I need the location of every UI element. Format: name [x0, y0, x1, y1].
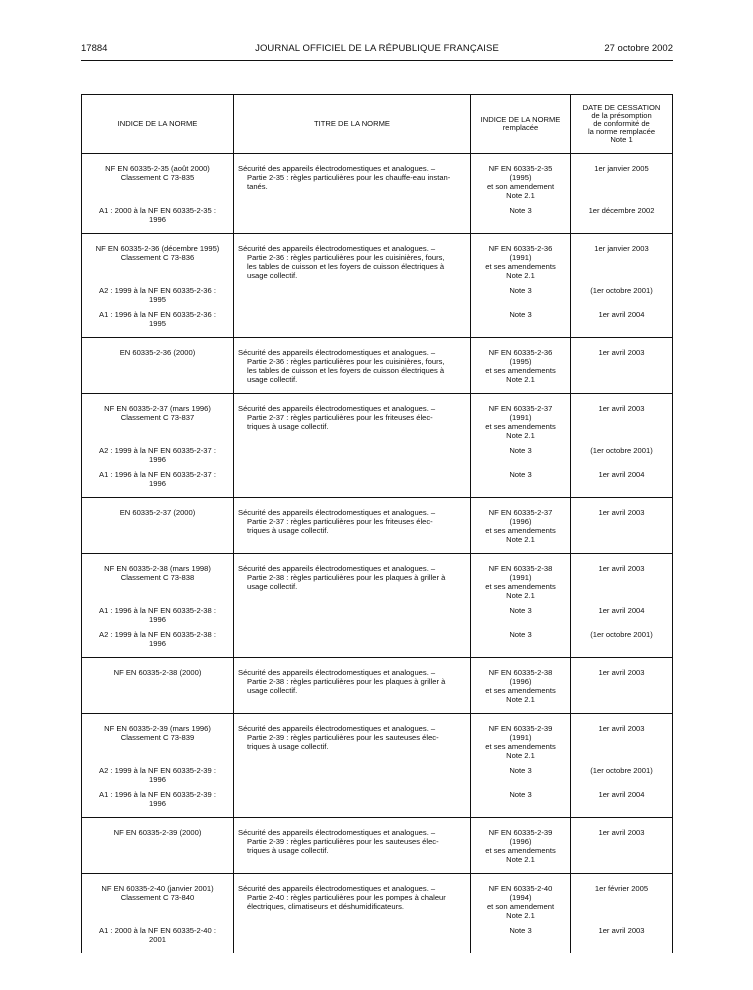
cell-date-cessation: 1er avril 2004 [571, 600, 673, 624]
publication-date: 27 octobre 2002 [604, 43, 673, 54]
cell-date-cessation: 1er avril 2003 [571, 920, 673, 953]
col-header-titre: TITRE DE LA NORME [234, 95, 471, 154]
cell-indice: A1 : 2000 à la NF EN 60335-2-35 : 1996 [82, 200, 234, 234]
col-header-cessation: DATE DE CESSATION de la présomption de conformité de la norme remplacée Note 1 [571, 95, 673, 154]
cell-indice: A1 : 2000 à la NF EN 60335-2-40 : 2001 [82, 920, 234, 953]
cell-indice: NF EN 60335-2-40 (janvier 2001) Classement C 73-840 [82, 874, 234, 921]
cell-remplacee: NF EN 60335-2-36 (1995) et ses amendements Note 2.1 [471, 338, 571, 394]
cell-titre: Sécurité des appareils électrodomestiques et analogues. – Partie 2-36 : règles particulières pour les cuisinières, fours, les tables de cuisson et les foyers de cuisson électriques à usage collectif. [234, 234, 471, 281]
cell-date-cessation: 1er janvier 2003 [571, 234, 673, 281]
cell-indice: NF EN 60335-2-39 (2000) [82, 818, 234, 874]
cell-titre [234, 200, 471, 234]
cell-indice: EN 60335-2-36 (2000) [82, 338, 234, 394]
cell-date-cessation: 1er avril 2003 [571, 394, 673, 441]
table-row [82, 658, 673, 714]
page-number: 17884 [81, 43, 108, 54]
col-header-indice: INDICE DE LA NORME [82, 95, 234, 154]
cell-indice: NF EN 60335-2-39 (mars 1996) Classement C 73-839 [82, 714, 234, 761]
cell-titre [234, 280, 471, 304]
cell-remplacee: Note 3 [471, 440, 571, 464]
cell-titre [234, 304, 471, 338]
table-row [82, 600, 673, 624]
cell-date-cessation: 1er avril 2003 [571, 338, 673, 394]
table-row [82, 154, 673, 201]
cell-indice: A2 : 1999 à la NF EN 60335-2-37 : 1996 [82, 440, 234, 464]
cell-remplacee: Note 3 [471, 600, 571, 624]
table-row [82, 440, 673, 464]
cell-indice: A2 : 1999 à la NF EN 60335-2-39 : 1996 [82, 760, 234, 784]
table-row [82, 554, 673, 601]
cell-date-cessation: 1er décembre 2002 [571, 200, 673, 234]
cell-date-cessation: 1er février 2005 [571, 874, 673, 921]
table-row [82, 304, 673, 338]
cell-date-cessation: 1er avril 2004 [571, 304, 673, 338]
cell-titre [234, 600, 471, 624]
page-header [81, 43, 673, 59]
cell-titre [234, 920, 471, 953]
table-row [82, 874, 673, 921]
cell-titre: Sécurité des appareils électrodomestiques et analogues. – Partie 2-39 : règles particulières pour les sauteuses élec- triques à usage collectif. [234, 714, 471, 761]
cell-date-cessation: (1er octobre 2001) [571, 624, 673, 658]
cell-remplacee: NF EN 60335-2-38 (1991) et ses amendements Note 2.1 [471, 554, 571, 601]
cell-remplacee: Note 3 [471, 304, 571, 338]
cell-indice: A1 : 1996 à la NF EN 60335-2-38 : 1996 [82, 600, 234, 624]
cell-titre [234, 624, 471, 658]
cell-date-cessation: (1er octobre 2001) [571, 280, 673, 304]
cell-titre: Sécurité des appareils électrodomestiques et analogues. – Partie 2-38 : règles particulières pour les plaques à griller à usage collectif. [234, 658, 471, 714]
cell-indice: NF EN 60335-2-38 (mars 1998) Classement C 73-838 [82, 554, 234, 601]
cell-titre: Sécurité des appareils électrodomestiques et analogues. – Partie 2-38 : règles particulières pour les plaques à griller à usage collectif. [234, 554, 471, 601]
col-header-remplacee: INDICE DE LA NORME remplacée [471, 95, 571, 154]
table-row [82, 464, 673, 498]
cell-indice: NF EN 60335-2-38 (2000) [82, 658, 234, 714]
cell-indice: A1 : 1996 à la NF EN 60335-2-36 : 1995 [82, 304, 234, 338]
journal-title: JOURNAL OFFICIEL DE LA RÉPUBLIQUE FRANÇAISE [255, 43, 499, 54]
cell-titre: Sécurité des appareils électrodomestiques et analogues. – Partie 2-36 : règles particulières pour les cuisinières, fours, les tables de cuisson et les foyers de cuisson électriques à usage collectif. [234, 338, 471, 394]
cell-indice: A1 : 1996 à la NF EN 60335-2-37 : 1996 [82, 464, 234, 498]
cell-date-cessation: 1er avril 2003 [571, 714, 673, 761]
table-row [82, 920, 673, 953]
cell-titre [234, 784, 471, 818]
cell-indice: NF EN 60335-2-36 (décembre 1995) Classement C 73-836 [82, 234, 234, 281]
cell-remplacee: NF EN 60335-2-39 (1991) et ses amendements Note 2.1 [471, 714, 571, 761]
cell-titre [234, 440, 471, 464]
cell-date-cessation: 1er avril 2003 [571, 818, 673, 874]
cell-date-cessation: (1er octobre 2001) [571, 440, 673, 464]
standards-table [81, 94, 673, 953]
cell-remplacee: Note 3 [471, 200, 571, 234]
cell-remplacee: NF EN 60335-2-35 (1995) et son amendement Note 2.1 [471, 154, 571, 201]
cell-date-cessation: 1er avril 2003 [571, 554, 673, 601]
cell-remplacee: NF EN 60335-2-36 (1991) et ses amendements Note 2.1 [471, 234, 571, 281]
cell-remplacee: NF EN 60335-2-38 (1996) et ses amendements Note 2.1 [471, 658, 571, 714]
header-rule [81, 60, 673, 61]
cell-titre [234, 464, 471, 498]
table-row [82, 498, 673, 554]
table-row [82, 200, 673, 234]
cell-remplacee: NF EN 60335-2-40 (1994) et son amendement Note 2.1 [471, 874, 571, 921]
cell-titre: Sécurité des appareils électrodomestiques et analogues. – Partie 2-40 : règles particulières pour les pompes à chaleur électriques, climatiseurs et déshumidificateurs. [234, 874, 471, 921]
table-row [82, 760, 673, 784]
cell-remplacee: Note 3 [471, 920, 571, 953]
cell-remplacee: NF EN 60335-2-37 (1996) et ses amendements Note 2.1 [471, 498, 571, 554]
cell-indice: A2 : 1999 à la NF EN 60335-2-38 : 1996 [82, 624, 234, 658]
table-header-row [82, 95, 673, 154]
table-row [82, 818, 673, 874]
cell-remplacee: Note 3 [471, 624, 571, 658]
table-row [82, 280, 673, 304]
cell-remplacee: NF EN 60335-2-39 (1996) et ses amendements Note 2.1 [471, 818, 571, 874]
cell-titre: Sécurité des appareils électrodomestiques et analogues. – Partie 2-35 : règles particulières pour les chauffe-eau instan- tanés. [234, 154, 471, 201]
cell-date-cessation: 1er avril 2004 [571, 784, 673, 818]
cell-remplacee: NF EN 60335-2-37 (1991) et ses amendements Note 2.1 [471, 394, 571, 441]
cell-titre [234, 760, 471, 784]
cell-indice: NF EN 60335-2-37 (mars 1996) Classement C 73-837 [82, 394, 234, 441]
table-row [82, 624, 673, 658]
cell-titre: Sécurité des appareils électrodomestiques et analogues. – Partie 2-37 : règles particulières pour les friteuses élec- triques à usage collectif. [234, 394, 471, 441]
cell-titre: Sécurité des appareils électrodomestiques et analogues. – Partie 2-37 : règles particulières pour les friteuses élec- triques à usage collectif. [234, 498, 471, 554]
table-row [82, 714, 673, 761]
cell-remplacee: Note 3 [471, 280, 571, 304]
cell-remplacee: Note 3 [471, 760, 571, 784]
cell-date-cessation: 1er avril 2003 [571, 498, 673, 554]
cell-indice: A2 : 1999 à la NF EN 60335-2-36 : 1995 [82, 280, 234, 304]
table-body [82, 154, 673, 954]
cell-date-cessation: 1er avril 2004 [571, 464, 673, 498]
cell-date-cessation: 1er janvier 2005 [571, 154, 673, 201]
table-row [82, 784, 673, 818]
table-row [82, 394, 673, 441]
cell-indice: NF EN 60335-2-35 (août 2000) Classement C 73-835 [82, 154, 234, 201]
cell-date-cessation: 1er avril 2003 [571, 658, 673, 714]
cell-titre: Sécurité des appareils électrodomestiques et analogues. – Partie 2-39 : règles particulières pour les sauteuses élec- triques à usage collectif. [234, 818, 471, 874]
table-row [82, 338, 673, 394]
cell-date-cessation: (1er octobre 2001) [571, 760, 673, 784]
table-row [82, 234, 673, 281]
cell-remplacee: Note 3 [471, 784, 571, 818]
cell-indice: A1 : 1996 à la NF EN 60335-2-39 : 1996 [82, 784, 234, 818]
cell-indice: EN 60335-2-37 (2000) [82, 498, 234, 554]
cell-remplacee: Note 3 [471, 464, 571, 498]
